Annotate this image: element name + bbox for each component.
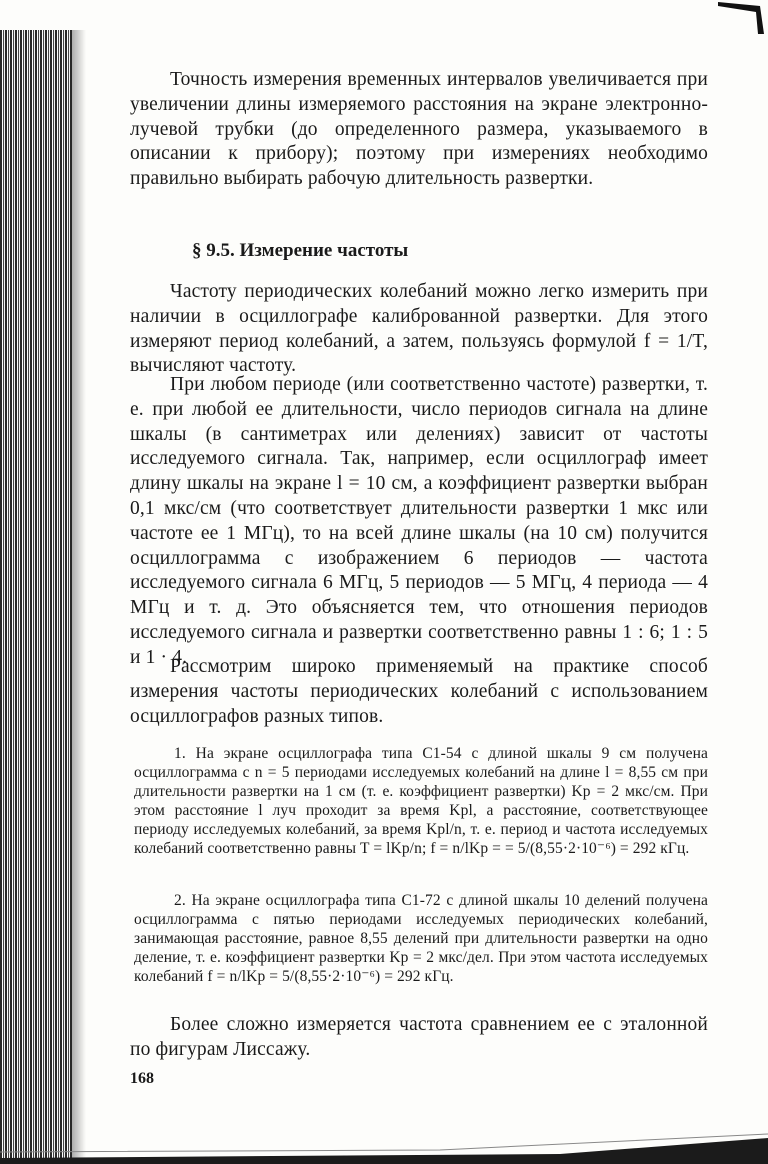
page-number: 168 <box>130 1070 154 1087</box>
paragraph-2: Частоту периодических колебаний можно легко измерить при наличии в осциллографе калиброванной развертки. Для этого измеряют период колебаний, а затем, пользуясь формулой f = 1/T, вычисляют частоту. <box>130 281 708 377</box>
paragraph-4: Рассмотрим широко применяемый на практике способ измерения частоты периодических колебаний с использованием осциллографов разных типов. <box>130 656 708 727</box>
paragraph-5: Более сложно измеряется частота сравнением ее с эталонной по фигурам Лиссажу. <box>130 1014 708 1060</box>
example-2: 2. На экране осциллографа типа С1-72 с длиной шкалы 10 делений получена осциллограмма с пятью периодами исследуемых периодических колебаний, занимающая расстояние, равное 8,55 делений при длительности развертки на одно деление, т. е. коэффициент развертки Kр = 2 мкс/дел. При этом частота исследуемых колебаний f = n/lKр = 5/(8,55·2·10⁻⁶) = 292 кГц. <box>134 892 708 985</box>
scan-binding-shadow <box>0 30 72 1164</box>
paragraph-1: Точность измерения временных интервалов увеличивается при увеличении длины измеряемого расстояния на экране электронно-лучевой трубки (до определенного размера, указываемого в описании к прибору); поэтому при измерениях необходимо правильно выбирать рабочую длительность развертки. <box>130 69 708 190</box>
example-1: 1. На экране осциллографа типа С1-54 с длиной шкалы 9 см получена осциллограмма с n = 5 периодами исследуемых колебаний на длине l = 8,55 см при длительности развертки на 1 см (т. е. коэффициент развертки) Kр = 2 мкс/см. При этом расстояние l луч проходит за время Kрl, а расстояние, соответствующее периоду исследуемых колебаний, за время Kрl/n, т. е. период и частота исследуемых колебаний соответственно равны T = lKр/n; f = n/lKр = = 5/(8,55·2·10⁻⁶) = 292 кГц. <box>134 745 708 857</box>
page-corner-mark <box>698 0 768 34</box>
paragraph-3: При любом периоде (или соответственно частоте) развертки, т. е. при любой ее длительности, число периодов сигнала на длине шкалы (в сантиметрах или делениях) зависит от частоты исследуемого сигнала. Так, например, если осциллограф имеет длину шкалы на экране l = 10 см, а коэффициент развертки выбран 0,1 мкс/см (что соответствует длительности развертки 1 мкс или частоте ее 1 МГц), то на всей длине шкалы (на 10 см) получится осциллограмма с изображением 6 периодов — частота исследуемого сигнала 6 МГц, 5 периодов — 5 МГц, 4 периода — 4 МГц и т. д. Это объясняется тем, что отношения периодов исследуемого сигнала и развертки соответственно равны 1 : 6; 1 : 5 и 1 · 4. <box>130 374 708 668</box>
section-title: § 9.5. Измерение частоты <box>192 240 409 261</box>
scan-bottom-edge <box>0 1124 768 1164</box>
